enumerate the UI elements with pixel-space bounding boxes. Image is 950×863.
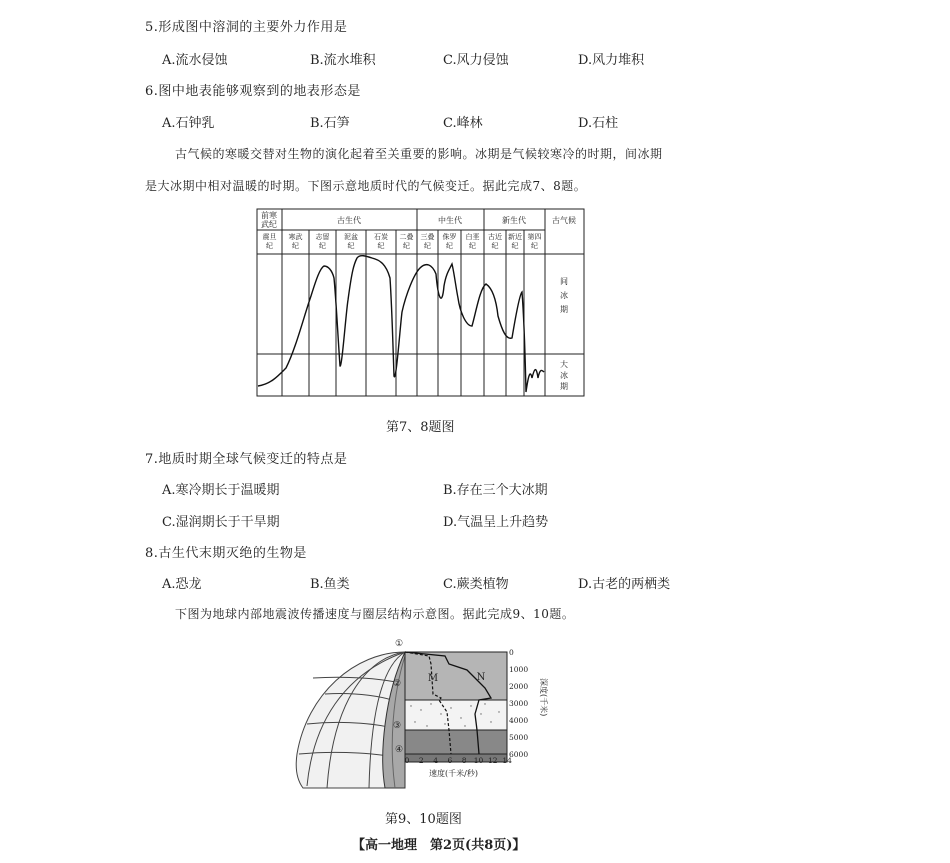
climate-figure-caption: 第7、8题图 [386, 420, 455, 435]
speed-tick: 4 [433, 756, 438, 765]
period-label: 纪 [491, 242, 499, 250]
period-label: 白垩 [465, 233, 480, 241]
speed-tick: 2 [418, 756, 424, 765]
depth-tick: 4000 [509, 716, 529, 725]
q5-option-d: D.风力堆积 [578, 53, 645, 68]
period-label: 泥盆 [344, 233, 358, 241]
period-label: 二叠 [399, 233, 414, 241]
earth-diagram-svg [285, 634, 555, 794]
period-label: 侏罗 [442, 233, 457, 241]
speed-axis-label: 速度(千米/秒) [429, 769, 478, 778]
interglacial-char1: 间 [560, 277, 568, 286]
period-label: 纪 [531, 242, 538, 250]
speed-tick: 0 [404, 756, 410, 765]
period-label: 志留 [315, 233, 330, 241]
depth-tick: 6000 [509, 750, 529, 759]
q6-stem: 6.图中地表能够观察到的地表形态是 [145, 84, 361, 99]
q5-option-b: B.流水堆积 [310, 53, 376, 68]
period-label: 震旦 [262, 233, 277, 241]
layer-mark-2: ② [392, 679, 402, 689]
q7-stem: 7.地质时期全球气候变迁的特点是 [145, 452, 348, 467]
period-label: 纪 [511, 242, 519, 250]
period-label: 纪 [424, 242, 431, 250]
page-footer: 【高一地理 第2页(共8页)】 [352, 838, 526, 853]
era-mesozoic: 中生代 [438, 216, 462, 225]
speed-tick: 10 [473, 756, 484, 765]
period-label: 古近 [488, 233, 502, 241]
temperature-curve [258, 256, 544, 392]
q8-stem: 8.古生代末期灭绝的生物是 [145, 546, 307, 561]
paleoclimate-header: 古气候 [552, 216, 576, 225]
speed-tick: 14 [502, 756, 512, 765]
depth-tick: 2000 [509, 682, 529, 691]
period-label: 纪 [403, 242, 410, 250]
wave-label-m: M [427, 673, 439, 684]
period-label: 纪 [347, 242, 355, 250]
earth-structure-figure [285, 634, 555, 798]
glacial-char3: 期 [560, 382, 568, 391]
glacial-char1: 大 [560, 360, 568, 369]
period-label: 新近 [508, 233, 522, 241]
period-label: 石炭 [374, 233, 388, 241]
interglacial-char3: 期 [560, 305, 568, 314]
era-precambrian-bottom: 武纪 [261, 220, 277, 229]
passage1-line2: 是大冰期中相对温暖的时期。下图示意地质时代的气候变迁。据此完成7、8题。 [145, 179, 587, 193]
q6-option-c: C.峰林 [443, 116, 483, 131]
speed-tick: 8 [461, 756, 467, 765]
period-label: 第四 [527, 233, 542, 241]
q5-stem: 5.形成图中溶洞的主要外力作用是 [145, 20, 348, 35]
q7-option-c: C.湿润期长于干旱期 [162, 515, 280, 530]
passage2-line1: 下图为地球内部地震波传播速度与圈层结构示意图。据此完成9、10题。 [175, 607, 575, 621]
interglacial-char2: 冰 [560, 291, 568, 300]
era-paleozoic: 古生代 [337, 216, 361, 225]
speed-tick: 12 [488, 756, 498, 765]
period-label: 纪 [446, 242, 453, 250]
q6-option-b: B.石笋 [310, 116, 350, 131]
q8-option-c: C.蕨类植物 [443, 577, 509, 592]
q7-option-b: B.存在三个大冰期 [443, 483, 548, 498]
climate-change-figure [256, 208, 586, 402]
period-label: 纪 [292, 242, 299, 250]
period-label: 三叠 [420, 233, 435, 241]
layer-mark-3: ③ [392, 721, 402, 731]
q6-option-a: A.石钟乳 [162, 116, 215, 131]
era-cenozoic: 新生代 [502, 216, 526, 225]
period-label: 寒武 [288, 233, 303, 241]
layer-mark-1: ① [394, 639, 404, 649]
q5-option-c: C.风力侵蚀 [443, 53, 509, 68]
climate-chart-svg [256, 208, 586, 398]
earth-figure-caption: 第9、10题图 [385, 812, 462, 827]
speed-tick: 6 [447, 756, 453, 765]
passage1-line1: 古气候的寒暖交替对生物的演化起着至关重要的影响。冰期是气候较寒冷的时期，间冰期 [175, 147, 663, 161]
q6-option-d: D.石柱 [578, 116, 619, 131]
layer-mark-4: ④ [394, 745, 404, 755]
q7-option-d: D.气温呈上升趋势 [443, 515, 549, 530]
q8-option-a: A.恐龙 [162, 577, 202, 592]
glacial-char2: 冰 [560, 371, 568, 380]
depth-tick: 1000 [509, 665, 529, 674]
period-label: 纪 [377, 242, 385, 250]
q7-option-a: A.寒冷期长于温暖期 [162, 483, 280, 498]
period-label: 纪 [469, 242, 476, 250]
period-label: 纪 [266, 242, 273, 250]
depth-tick: 0 [509, 648, 514, 657]
q8-option-b: B.鱼类 [310, 577, 350, 592]
period-label: 纪 [319, 242, 326, 250]
wave-label-n: N [476, 672, 486, 683]
depth-axis-label: 深度(千米) [539, 678, 548, 717]
era-precambrian-top: 前寒 [261, 211, 277, 220]
depth-tick: 3000 [509, 699, 529, 708]
depth-tick: 5000 [509, 733, 529, 742]
q5-option-a: A.流水侵蚀 [162, 53, 228, 68]
q8-option-d: D.古老的两栖类 [578, 577, 671, 592]
